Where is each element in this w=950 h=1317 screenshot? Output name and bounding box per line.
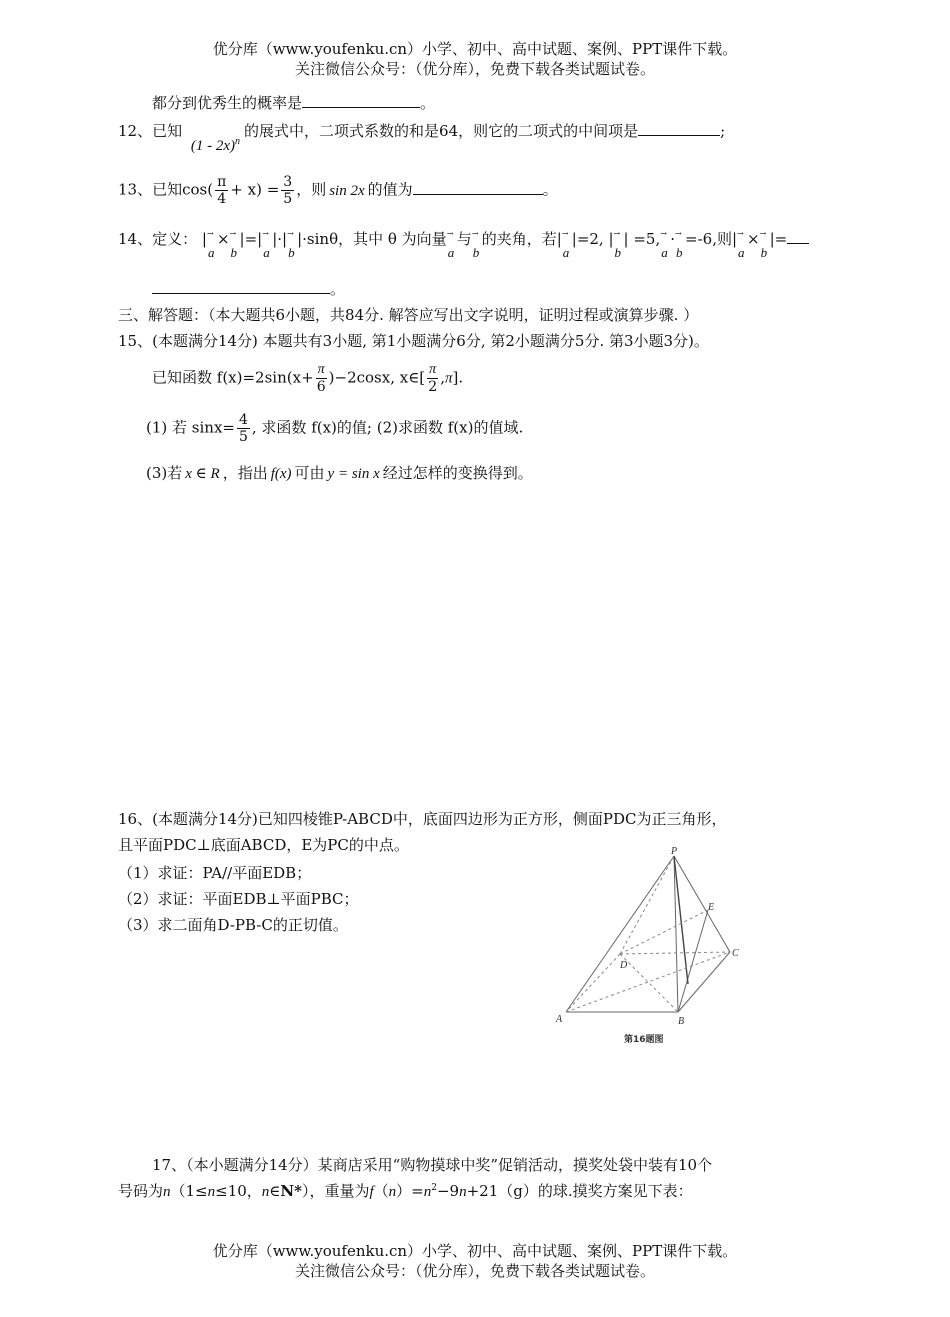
- q14: 14、定义： | → a × → b |=| → a |·| → b |·sinθ，其中 θ 为向量 → a 与 → b 的夹角，若| → a |=2, | → b | =5, → a · → b =-6,则| → a × → b |=: [118, 228, 809, 249]
- q16-line1: 16、(本题满分14分)已知四棱锥P-ABCD中，底面四边形为正方形，侧面PDC为正三角形，: [118, 810, 727, 828]
- vector-a: → a: [561, 229, 570, 260]
- q12-expression: (1 - 2x)$^n$: [190, 136, 241, 154]
- q15-part3: (3)若 x ∈ R ，指出 f(x) 可由 y = sin x 经过怎样的变换得到。: [146, 464, 533, 482]
- edge-PD: [620, 856, 674, 954]
- vector-b: → b: [471, 229, 480, 260]
- edge-PA: [566, 856, 674, 1012]
- q14-label: 14、定义：: [118, 230, 198, 248]
- answer-blank: [302, 93, 420, 108]
- pi-over-2: $\frac{\pi}{2}$: [428, 362, 438, 395]
- vector-b: → b: [613, 229, 622, 260]
- three-fifths: $\frac{3}{5}$: [283, 174, 293, 207]
- section-3-heading: 三、解答题：（本大题共6小题，共84分. 解答应写出文字说明，证明过程或演算步骤. ）: [118, 306, 699, 324]
- q11-text: 都分到优秀生的概率是: [152, 94, 303, 112]
- vector-a: → a: [660, 229, 668, 260]
- q11-end: 。: [420, 94, 436, 112]
- pi-over-6: $\frac{\pi}{6}$: [316, 362, 326, 395]
- four-fifths: $\frac{4}{5}$: [238, 412, 248, 445]
- figure-caption: 第16题图: [624, 1035, 664, 1045]
- q17-line2: 号码为n（1≤n≤10，n∈N*），重量为$f(n)=n^2-9n+21(g)$的球.摸奖方案见下表：: [118, 1182, 693, 1200]
- q16-sub2: （2）求证：平面EDB⊥平面PBC；: [118, 890, 359, 908]
- header-line-2: 关注微信公众号：（优分库），免费下载各类试题试卷。: [294, 60, 655, 78]
- vector-b: → b: [287, 229, 295, 260]
- pi-over-4: $\frac{\pi}{4}$: [217, 174, 227, 207]
- label-E: E: [708, 902, 715, 913]
- q13-label: 13、已知: [118, 180, 183, 199]
- edge-AC: [566, 952, 730, 1012]
- edge-DE: [620, 910, 708, 954]
- q17-line1: 17、（本小题满分14分）某商店采用“购物摸球中奖”促销活动，摸奖处袋中装有10个: [152, 1156, 713, 1174]
- answer-blank: [638, 121, 720, 136]
- q12-text: 的展式中，二项式系数的和是64，则它的二项式的中间项是: [244, 122, 639, 140]
- pyramid-figure: [548, 844, 748, 1048]
- footer-line-2: 关注微信公众号：（优分库），免费下载各类试题试卷。: [294, 1262, 655, 1280]
- vector-b: → b: [759, 229, 768, 260]
- header-line-1: 优分库（www.youfenku.cn）小学、初中、高中试题、案例、PPT课件下载。: [212, 40, 738, 58]
- vector-b: → b: [675, 229, 683, 260]
- footer-line-1: 优分库（www.youfenku.cn）小学、初中、高中试题、案例、PPT课件下载。: [212, 1242, 738, 1260]
- vector-a: → a: [446, 229, 455, 260]
- answer-blank: [152, 279, 330, 294]
- q16-line2: 且平面PDC⊥底面ABCD，E为PC的中点。: [118, 836, 409, 854]
- label-B: B: [678, 1016, 685, 1027]
- answer-blank: [413, 180, 543, 195]
- vector-a: → a: [206, 229, 215, 260]
- edge-DB: [620, 954, 678, 1012]
- answer-blank: [787, 229, 809, 244]
- q12: [118, 120, 725, 156]
- q12-end: ;: [720, 122, 726, 140]
- label-D: D: [620, 960, 628, 971]
- q12-label: 12、已知: [118, 122, 183, 140]
- sin2x: sin 2x: [329, 182, 365, 199]
- edge-AD: [566, 954, 620, 1012]
- q16-sub3: （3）求二面角D-PB-C的正切值。: [118, 916, 348, 934]
- label-A: A: [556, 1014, 563, 1025]
- q15-function: 已知函数 f(x)=2sin(x+ $\frac{\pi}{6}$ )−2cosx, x∈[ $\frac{\pi}{2}$ ,π].: [152, 362, 464, 395]
- q16-sub1: （1）求证：PA//平面EDB；: [118, 864, 312, 882]
- edge-DC: [620, 952, 730, 954]
- vector-b: → b: [229, 229, 238, 260]
- q13: 13、已知cos( $\frac{\pi}{4}$ + x) = $\frac{3}{5}$ ，则 sin 2x 的值为 。: [118, 174, 558, 207]
- q15-title: 15、(本题满分14分) 本题共有3小题, 第1小题满分6分, 第2小题满分5分. 第3小题3分)。: [118, 332, 709, 350]
- label-C: C: [732, 948, 739, 959]
- q15-part1: (1) 若 sinx= $\frac{4}{5}$ , 求函数 f(x)的值; (2)求函数 f(x)的值域.: [146, 412, 524, 445]
- label-P: P: [671, 846, 678, 857]
- q11-tail: [152, 92, 435, 113]
- vector-a: → a: [737, 229, 745, 260]
- vector-a: → a: [262, 229, 270, 260]
- edge-EB: [678, 910, 708, 1012]
- q14-blank-line: 。: [152, 278, 345, 299]
